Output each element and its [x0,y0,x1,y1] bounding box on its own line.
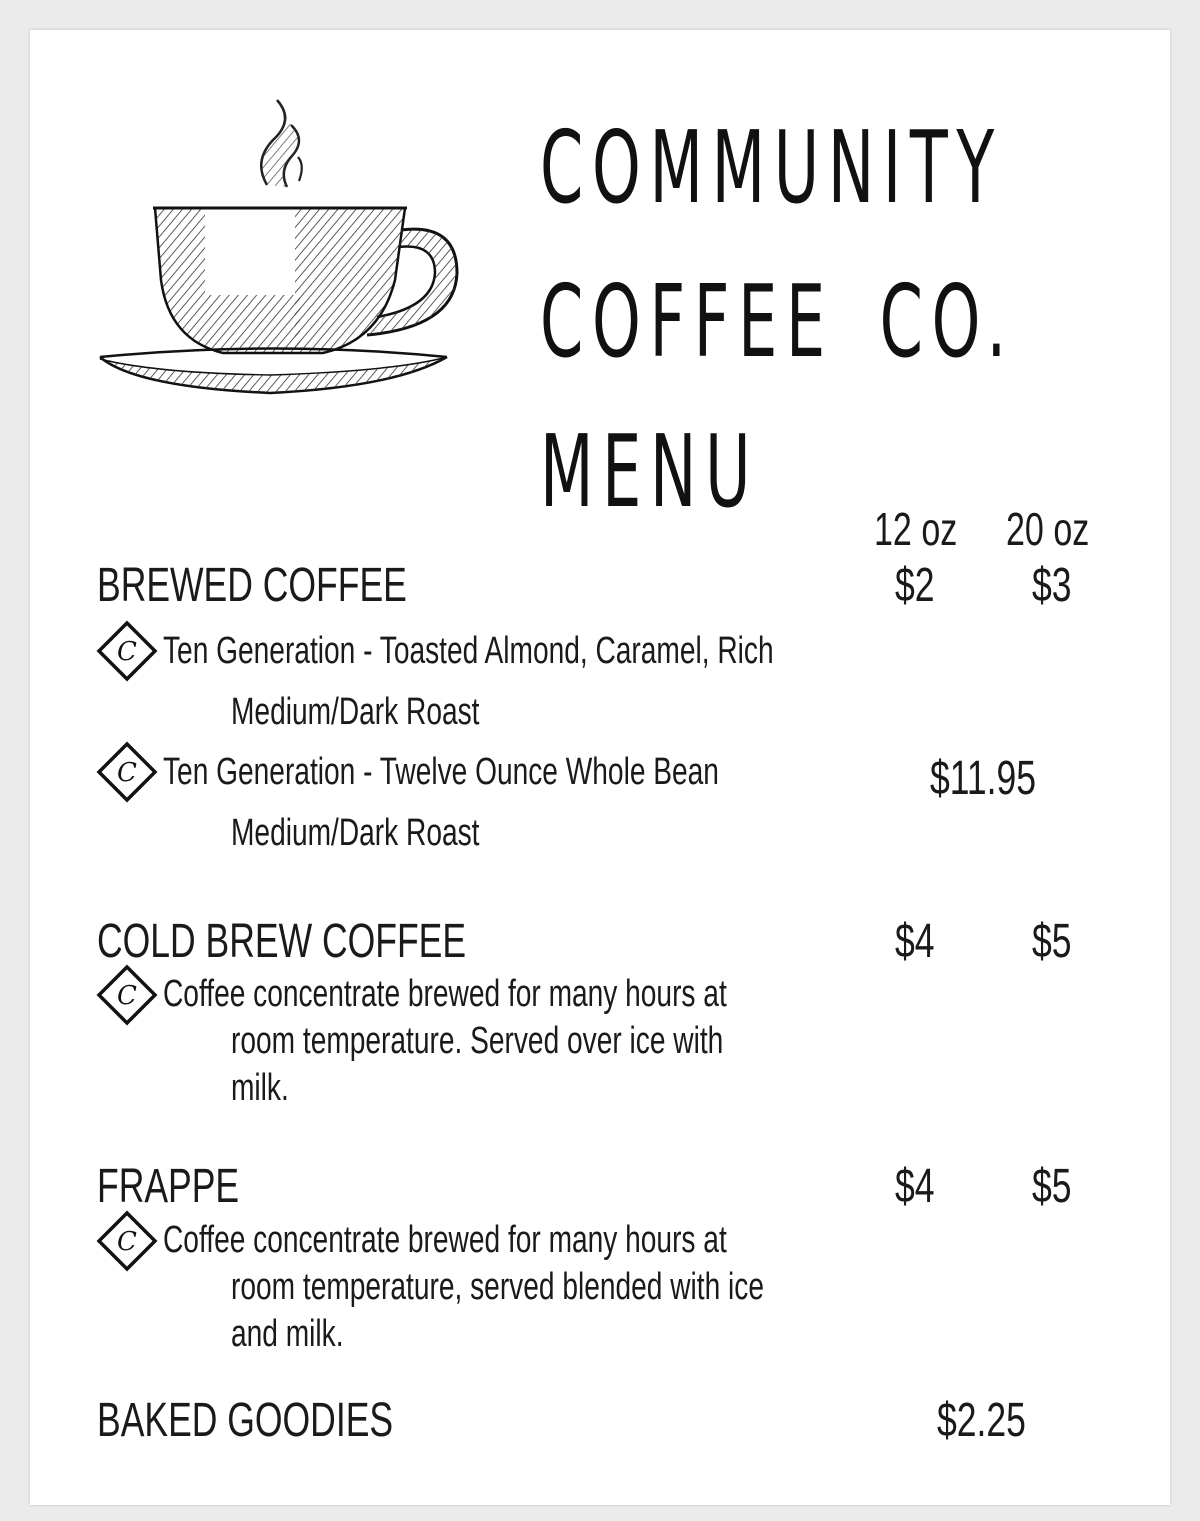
svg-text:C: C [117,637,137,667]
brewed-item-1-line-2: Medium/Dark Roast [231,691,480,733]
cold-brew-desc-line-3: milk. [231,1067,289,1109]
brewed-item-1-line-1: Ten Generation - Toasted Almond, Caramel, Rich [163,630,774,672]
price-brewed-12oz: $2 [895,559,935,612]
section-title-cold-brew: COLD BREW COFFEE [97,915,467,968]
price-whole-bean: $11.95 [930,752,1037,805]
cold-brew-desc-line-1: Coffee concentrate brewed for many hours at [163,973,727,1015]
diamond-c-icon [96,964,158,1026]
price-brewed-20oz: $3 [1032,559,1072,612]
cold-brew-desc-line-2: room temperature. Served over ice with [231,1020,724,1062]
section-title-frappe: FRAPPE [97,1160,240,1213]
section-title-baked-goodies: BAKED GOODIES [97,1394,394,1447]
menu-heading: MENU [540,413,760,530]
size-header-20oz: 20 oz [1006,503,1090,555]
coffee-cup-sketch-icon [95,95,460,400]
price-cold-brew-12oz: $4 [895,915,935,968]
diamond-c-icon [96,741,158,803]
price-frappe-20oz: $5 [1032,1160,1072,1213]
svg-text:C: C [117,981,137,1011]
section-title-brewed-coffee: BREWED COFFEE [97,559,407,612]
frappe-desc-line-2: room temperature, served blended with ice [231,1266,764,1308]
size-header-12oz: 12 oz [874,503,958,555]
diamond-c-icon [96,1210,158,1272]
price-baked-goodies: $2.25 [937,1394,1026,1447]
frappe-desc-line-1: Coffee concentrate brewed for many hours at [163,1219,727,1261]
brewed-item-2-line-1: Ten Generation - Twelve Ounce Whole Bean [163,751,719,793]
svg-text:C: C [117,1227,137,1257]
price-frappe-12oz: $4 [895,1160,935,1213]
price-cold-brew-20oz: $5 [1032,915,1072,968]
diamond-c-icon [96,620,158,682]
brewed-item-2-line-2: Medium/Dark Roast [231,812,480,854]
svg-text:C: C [117,758,137,788]
frappe-desc-line-3: and milk. [231,1313,344,1355]
brand-line-1: COMMUNITY [540,109,1003,226]
brand-line-2: COFFEE CO. [540,263,1015,380]
